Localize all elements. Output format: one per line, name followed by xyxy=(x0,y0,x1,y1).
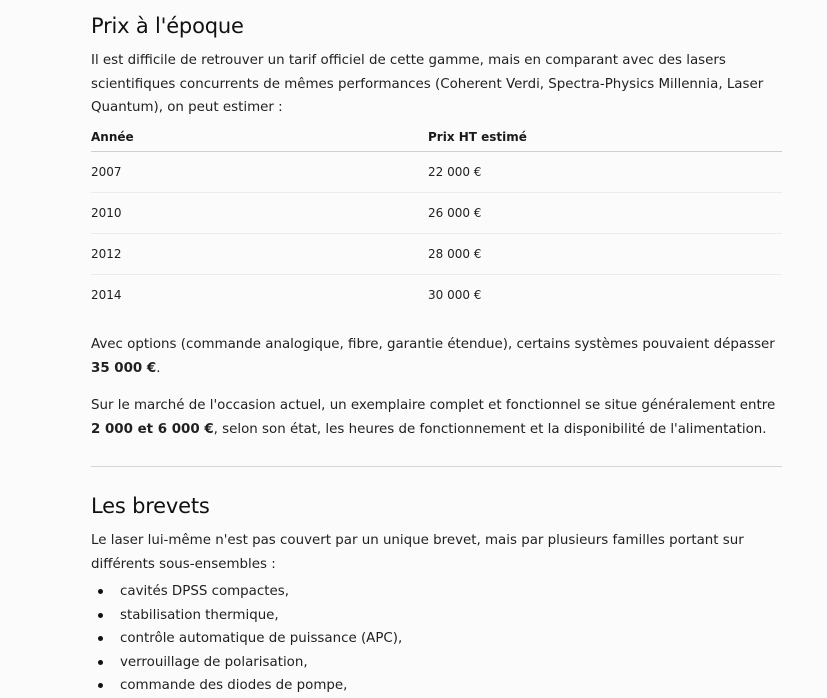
brevets-intro-paragraph: Le laser lui-même n'est pas couvert par un unique brevet, mais par plusieurs familles portant sur différents sous-ensembles : xyxy=(91,533,744,572)
bullet-icon xyxy=(98,683,103,688)
prix-intro-paragraph: Il est difficile de retrouver un tarif officiel de cette gamme, mais en comparant avec des lasers scientifiques concurrents de mêmes performances (Coherent Verdi, Spectra-Physics Millennia, Laser Quantum), on peut estimer : xyxy=(91,53,764,115)
table-cell-price: 30 000 € xyxy=(428,288,482,302)
occasion-text-end: , selon son état, les heures de fonctionnement et la disponibilité de l'alimentation. xyxy=(213,421,767,437)
section-heading-prix: Prix à l'époque xyxy=(91,14,244,38)
list-item-text: contrôle automatique de puissance (APC), xyxy=(120,631,403,646)
table-cell-price: 22 000 € xyxy=(428,152,782,193)
column-header-prix: Prix HT estimé xyxy=(428,123,782,152)
table-row xyxy=(91,152,782,193)
table-row xyxy=(91,193,782,234)
table-cell-price: 26 000 € xyxy=(428,193,782,234)
table-cell-year: 2012 xyxy=(91,234,428,275)
options-text: Avec options (commande analogique, fibre, garantie étendue), certains systèmes pouvaient dépasser xyxy=(91,337,775,352)
section-divider xyxy=(91,466,782,467)
list-item-text: commande des diodes de pompe, xyxy=(120,678,348,693)
occasion-paragraph xyxy=(91,394,782,441)
options-price-bold: 35 000 € xyxy=(91,360,157,376)
table-cell-year: 2010 xyxy=(91,193,428,234)
section-heading-brevets: Les brevets xyxy=(91,494,210,518)
list-item xyxy=(91,604,402,628)
brevets-list xyxy=(91,580,402,698)
table-header-row xyxy=(91,123,782,152)
bullet-icon xyxy=(98,613,103,618)
table-row xyxy=(91,275,782,316)
list-item-text: verrouillage de polarisation, xyxy=(120,654,308,670)
bullet-icon xyxy=(98,589,103,594)
list-item xyxy=(91,580,402,604)
options-paragraph xyxy=(91,333,782,380)
list-item xyxy=(91,651,402,675)
options-text-end: . xyxy=(156,360,161,376)
occasion-text: Sur le marché de l'occasion actuel, un exemplaire complet et fonctionnel se situe généralement entre xyxy=(91,398,776,413)
occasion-price-bold: 2 000 et 6 000 € xyxy=(91,421,214,437)
table-cell-year: 2007 xyxy=(91,152,428,193)
list-item-text: cavités DPSS compactes, xyxy=(120,584,289,599)
table-cell-year: 2014 xyxy=(91,288,122,302)
list-item-text: stabilisation thermique, xyxy=(120,607,279,623)
column-header-annee: Année xyxy=(91,123,428,152)
bullet-icon xyxy=(98,636,103,641)
table-row xyxy=(91,234,782,275)
price-table xyxy=(91,123,782,315)
list-item xyxy=(91,674,402,698)
list-item xyxy=(91,627,402,651)
table-cell-price: 28 000 € xyxy=(428,234,782,275)
bullet-icon xyxy=(98,660,103,665)
